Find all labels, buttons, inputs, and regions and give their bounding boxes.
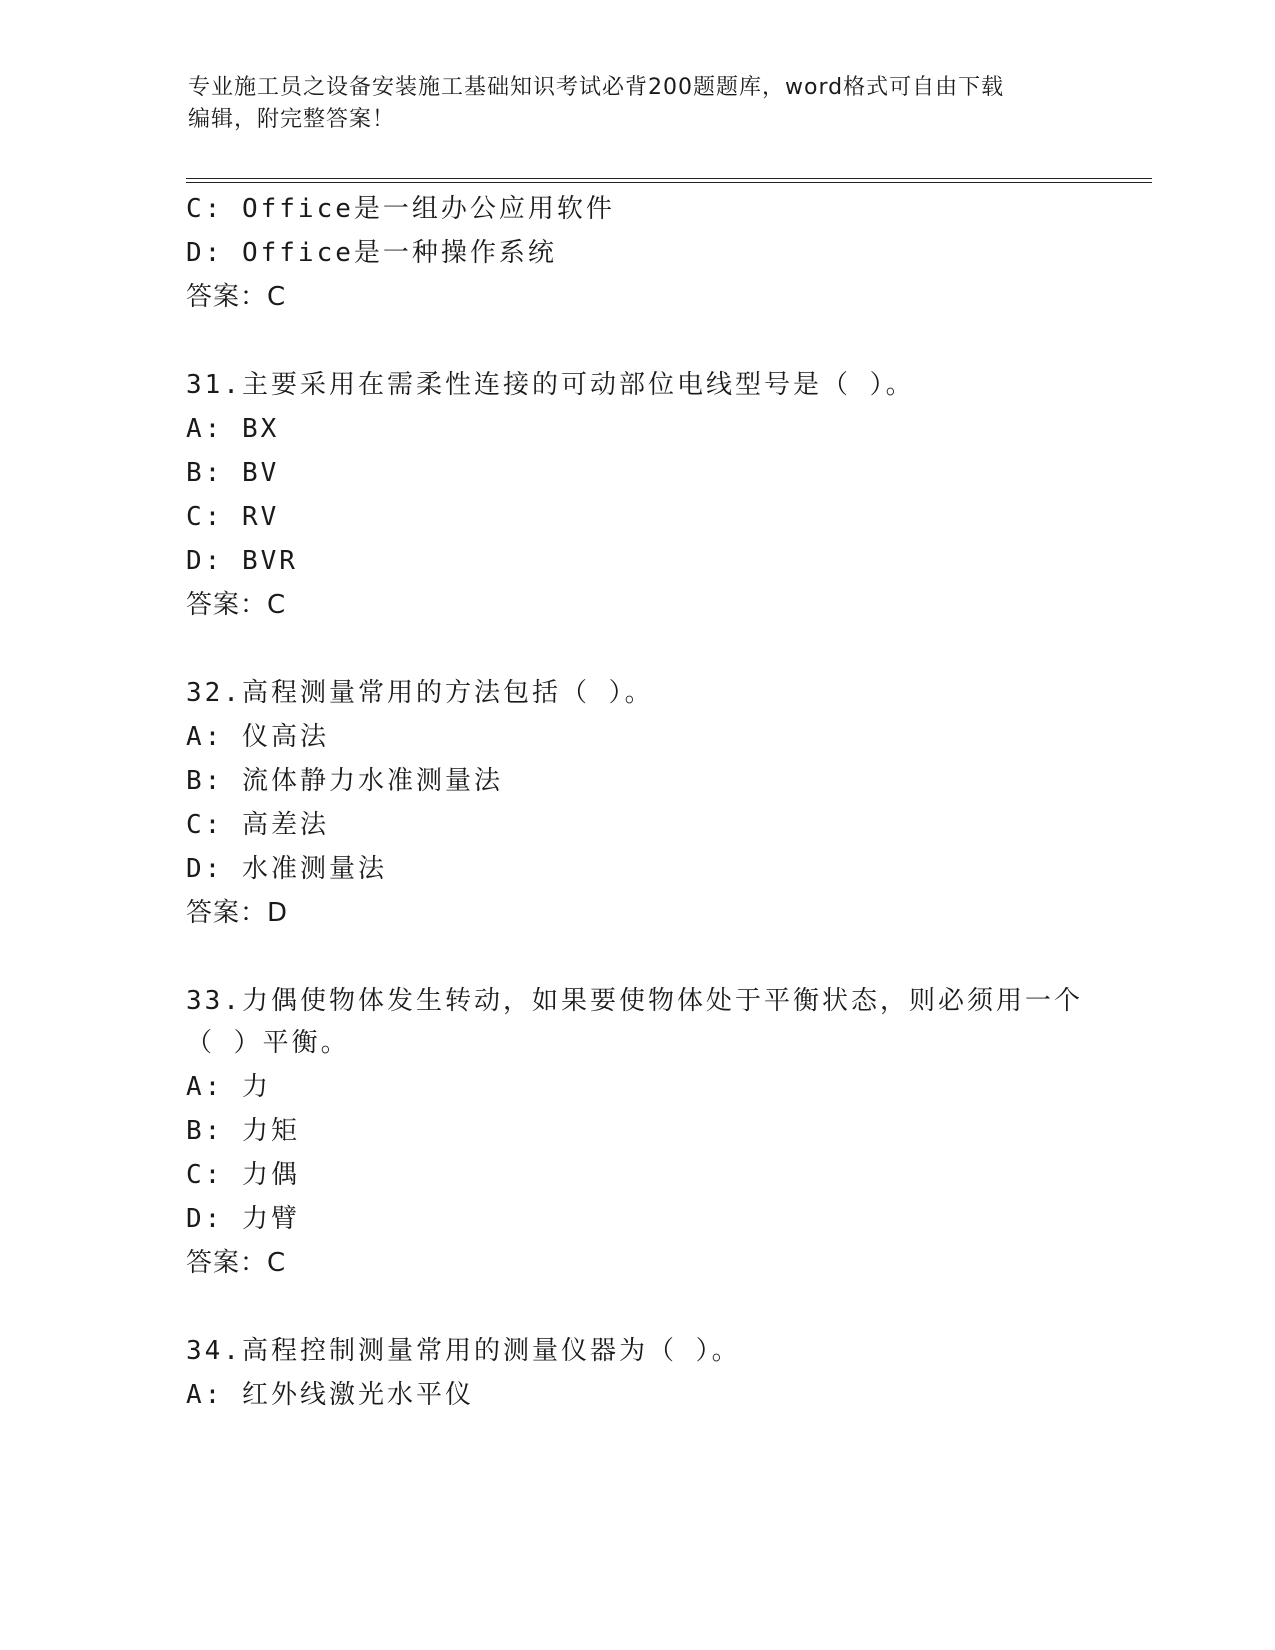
q32-option-b: B: 流体静力水准测量法 bbox=[186, 766, 503, 796]
q32-option-c: C: 高差法 bbox=[186, 810, 329, 840]
q31-option-b: B: BV bbox=[186, 458, 280, 488]
prev-answer: 答案：C bbox=[186, 282, 287, 312]
q32-answer: 答案：D bbox=[186, 898, 289, 928]
q31-question: 31.主要采用在需柔性连接的可动部位电线型号是（ ）。 bbox=[186, 370, 915, 400]
q31-option-a: A: BX bbox=[186, 414, 280, 444]
q34-option-a: A: 红外线激光水平仪 bbox=[186, 1380, 474, 1410]
q32-option-a: A: 仪高法 bbox=[186, 722, 329, 752]
document-header bbox=[188, 72, 1078, 136]
q33-option-b: B: 力矩 bbox=[186, 1116, 300, 1146]
q34-question: 34.高程控制测量常用的测量仪器为（ ）。 bbox=[186, 1336, 741, 1366]
header-title-line-1: 专业施工员之设备安装施工基础知识考试必背200题题库，word格式可自由下载 bbox=[188, 75, 1005, 100]
q33-question-line-2: （ ）平衡。 bbox=[186, 1028, 350, 1058]
q33-option-a: A: 力 bbox=[186, 1072, 271, 1102]
q31-option-d: D: BVR bbox=[186, 546, 298, 576]
q33-question-line-1: 33.力偶使物体发生转动，如果要使物体处于平衡状态，则必须用一个 bbox=[186, 986, 1083, 1016]
q32-option-d: D: 水准测量法 bbox=[186, 854, 387, 884]
q33-option-d: D: 力臂 bbox=[186, 1204, 300, 1234]
header-title-line-2: 编辑，附完整答案！ bbox=[188, 107, 396, 132]
q32-question: 32.高程测量常用的方法包括（ ）。 bbox=[186, 678, 654, 708]
q33-option-c: C: 力偶 bbox=[186, 1160, 300, 1190]
header-divider-top bbox=[186, 178, 1152, 179]
prev-option-d: D: Office是一种操作系统 bbox=[186, 238, 557, 268]
q33-answer: 答案：C bbox=[186, 1248, 287, 1278]
header-divider-bottom bbox=[186, 182, 1152, 183]
q31-option-c: C: RV bbox=[186, 502, 280, 532]
q31-answer: 答案：C bbox=[186, 590, 287, 620]
prev-option-c: C: Office是一组办公应用软件 bbox=[186, 194, 615, 224]
